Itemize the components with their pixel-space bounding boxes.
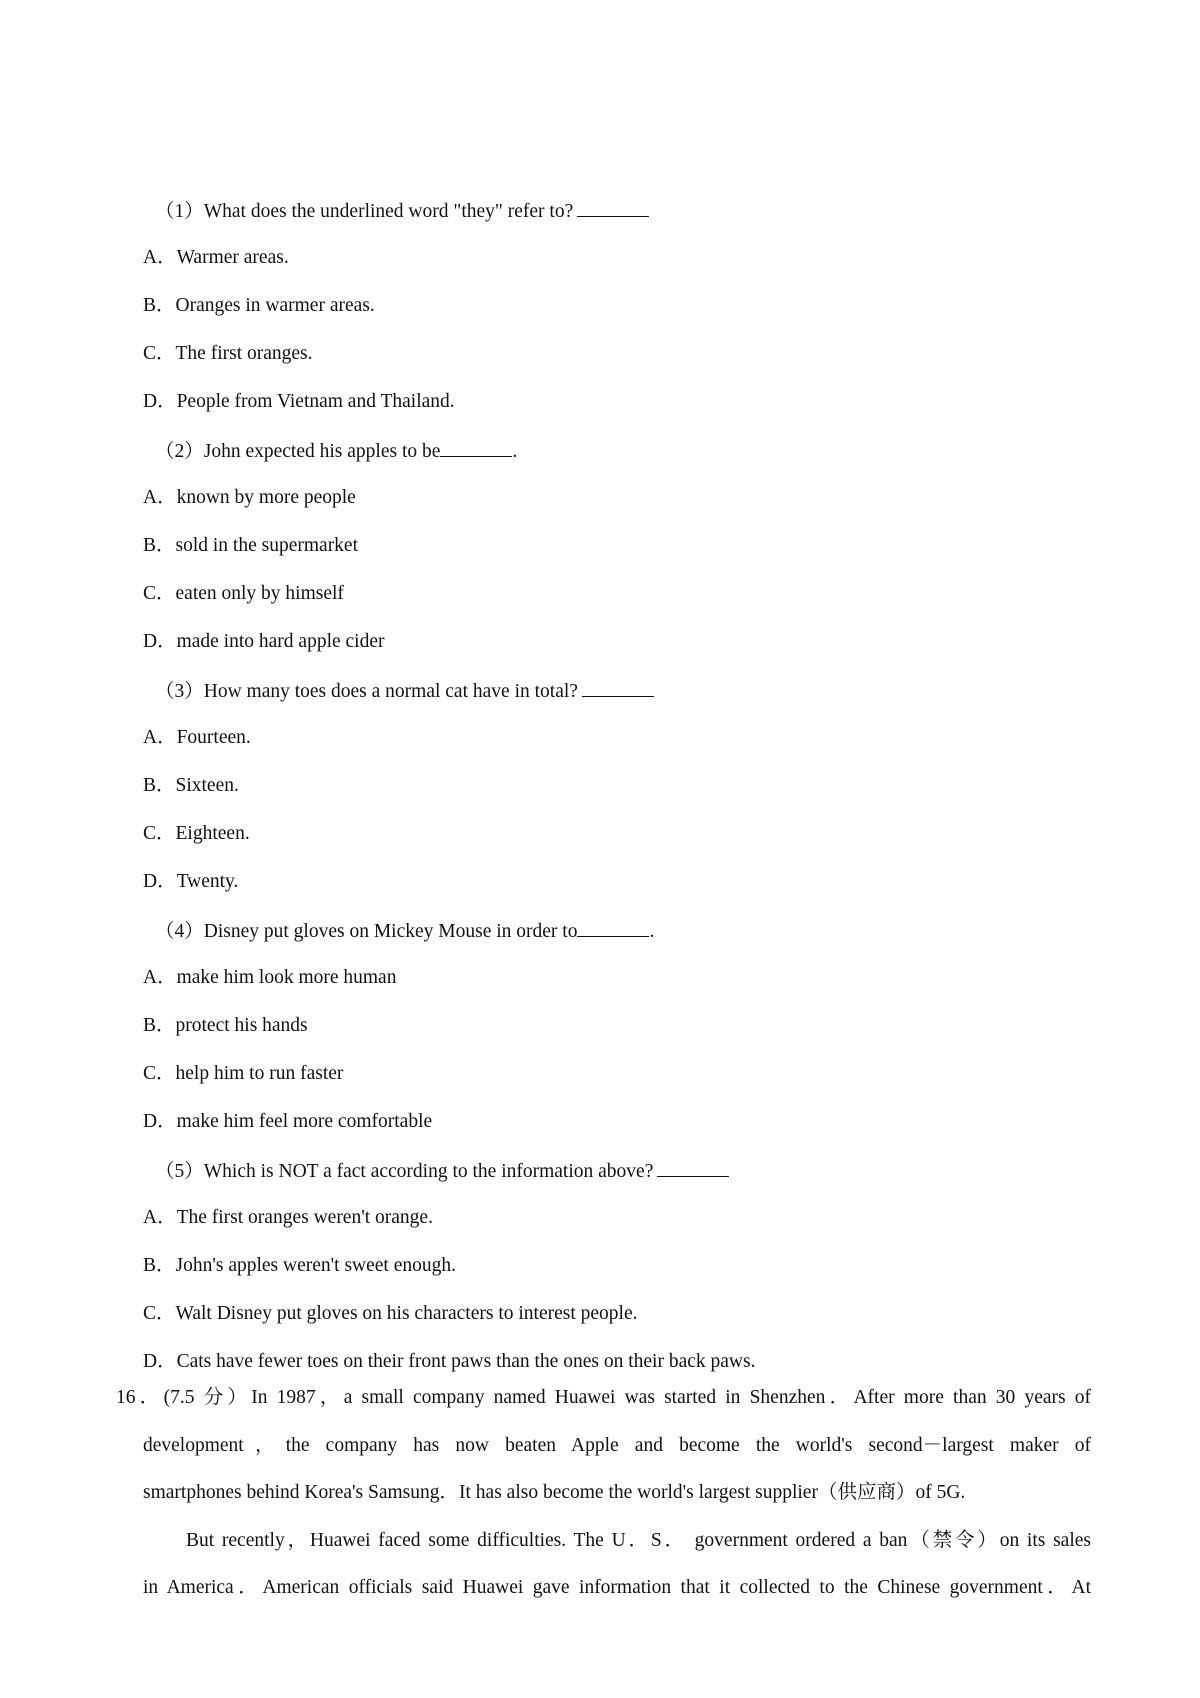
answer-blank [440,438,512,457]
answer-blank [577,198,649,217]
q3-option-d: D．Twenty. [143,871,239,892]
question-2-suffix: . [512,441,518,462]
answer-blank [657,1158,729,1177]
q3-option-b: B．Sixteen. [143,775,239,796]
q1-option-b: B．Oranges in warmer areas. [143,295,375,316]
question-2-prompt: （2）John expected his apples to be [155,441,441,462]
q3-option-c: C．Eighteen. [143,823,250,844]
q16-line-3: smartphones behind Korea's Samsung．It has also become the world's largest supplier（供应商）of 5G. [143,1482,966,1503]
question-1-prompt: （1）What does the underlined word "they" refer to? [155,201,574,222]
question-2 [155,438,517,464]
q2-option-a: A．known by more people [143,487,356,508]
q5-option-d: D．Cats have fewer toes on their front paws than the ones on their back paws. [143,1351,756,1372]
question-5-prompt: （5）Which is NOT a fact according to the information above? [155,1161,654,1182]
question-1 [155,198,649,224]
q4-option-b: B．protect his hands [143,1015,308,1036]
q16-line-1: 16．(7.5 分）In 1987，a small company named Huawei was started in Shenzhen．After more than 30 years of [116,1387,1091,1408]
question-5 [155,1158,729,1184]
q5-option-b: B．John's apples weren't sweet enough. [143,1255,457,1276]
question-3 [155,678,654,704]
answer-blank [577,918,649,937]
question-3-prompt: （3）How many toes does a normal cat have in total? [155,681,578,702]
q3-option-a: A．Fourteen. [143,727,251,748]
q4-option-a: A．make him look more human [143,967,397,988]
question-4-suffix: . [649,921,655,942]
q5-option-c: C．Walt Disney put gloves on his characters to interest people. [143,1303,638,1324]
q1-option-c: C．The first oranges. [143,343,313,364]
q16-line-4: But recently，Huawei faced some difficulties. The U．S． government ordered a ban（禁令）on its sales [186,1529,1091,1551]
q16-line-5: in America．American officials said Huawei gave information that it collected to the Chinese government．At [143,1577,1091,1598]
answer-blank [582,678,654,697]
q4-option-d: D．make him feel more comfortable [143,1111,433,1132]
q1-option-a: A．Warmer areas. [143,247,289,268]
q2-option-c: C．eaten only by himself [143,583,344,604]
q4-option-c: C．help him to run faster [143,1063,344,1084]
question-4-prompt: （4）Disney put gloves on Mickey Mouse in order to [155,921,578,942]
q1-option-d: D．People from Vietnam and Thailand. [143,391,455,412]
q2-option-b: B．sold in the supermarket [143,535,359,556]
q2-option-d: D．made into hard apple cider [143,631,385,652]
q5-option-a: A．The first oranges weren't orange. [143,1207,433,1228]
question-16-passage [116,1374,1091,1612]
q16-line-2: development，the company has now beaten Apple and become the world's second－largest maker of [143,1434,1091,1456]
question-4 [155,918,654,944]
